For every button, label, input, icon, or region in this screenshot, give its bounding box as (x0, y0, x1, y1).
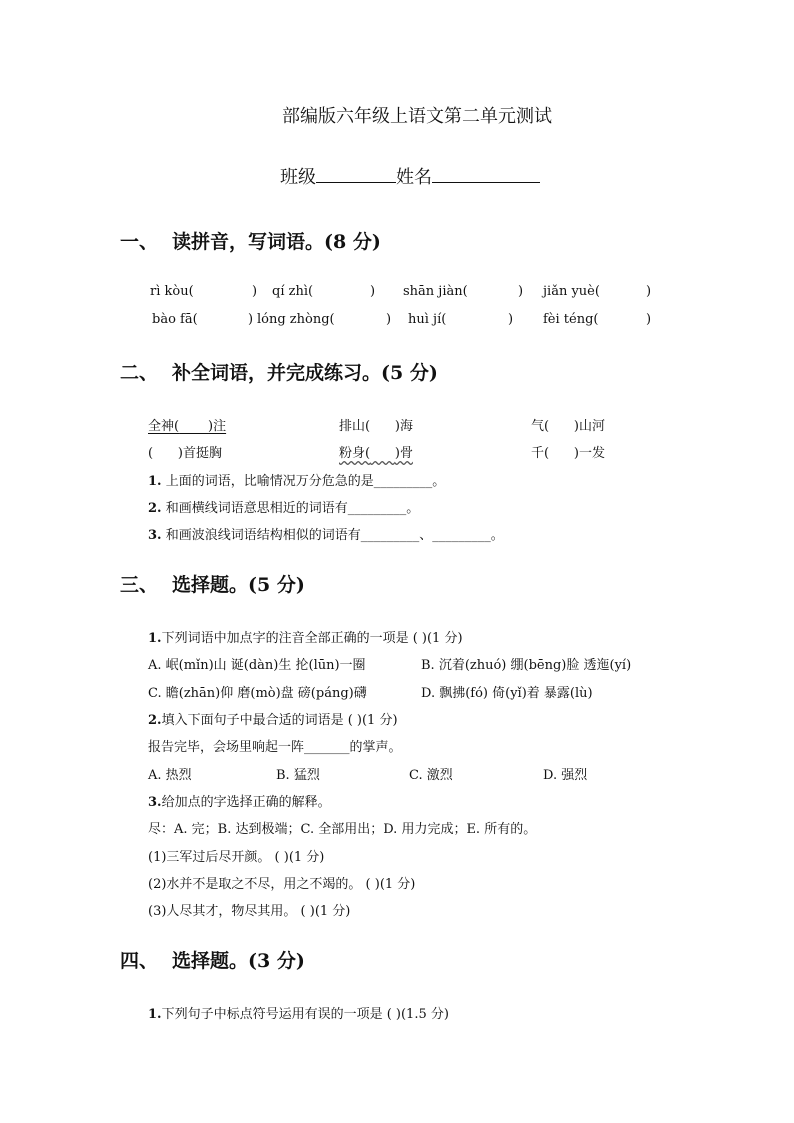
pinyin-close: ) (508, 312, 514, 327)
option: A. 岷(mǐn)山 诞(dàn)生 抡(lūn)一圈 (148, 658, 366, 673)
idiom-item: 排山( )海 (339, 419, 413, 434)
pinyin-item: huì jí( (408, 312, 447, 327)
name-blank (432, 164, 540, 183)
sub-question: (1)三军过后尽开颜。 ( )(1 分) (148, 850, 325, 865)
section2-heading (120, 358, 438, 385)
option: B. 猛烈 (276, 768, 320, 783)
section4-title: 选择题。(3 分) (172, 950, 305, 972)
idiom-item: ( )首挺胸 (148, 446, 222, 461)
class-name-line (280, 163, 540, 189)
section2-number: 二、 (120, 362, 159, 384)
idiom-item: 全神( )注 (148, 419, 227, 434)
option: D. 飘拂(fó) 倚(yǐ)着 暴露(lù) (421, 686, 593, 701)
page-title: 部编版六年级上语文第二单元测试 (282, 106, 552, 127)
section3-title: 选择题。(5 分) (172, 574, 305, 596)
idiom-item-wavy: 粉身( )骨 (339, 446, 413, 461)
pinyin-item: jiǎn yuè( (543, 284, 600, 299)
class-blank (316, 164, 396, 183)
pinyin-item: bào fā( (152, 312, 198, 327)
sentence: 报告完毕，会场里响起一阵_______的掌声。 (148, 740, 402, 755)
question: 1. 上面的词语，比喻情况万分危急的是_________。 (148, 474, 446, 489)
pinyin-close: ) (646, 312, 652, 327)
pinyin-item: shān jiàn( (403, 284, 468, 299)
pinyin-close: ) (248, 312, 254, 327)
option: B. 沉着(zhuó) 绷(bēng)脸 透迤(yí) (421, 658, 632, 673)
pinyin-close: ) (646, 284, 652, 299)
question: 1.下列词语中加点字的注音全部正确的一项是 ( )(1 分) (148, 631, 463, 646)
section2-title: 补全词语，并完成练习。(5 分) (172, 362, 438, 384)
pinyin-close: ) (252, 284, 258, 299)
question: 1.下列句子中标点符号运用有误的一项是 ( )(1.5 分) (148, 1007, 449, 1022)
idiom-item: 千( )一发 (531, 446, 605, 461)
section1-heading (120, 227, 381, 254)
pinyin-close: ) (370, 284, 376, 299)
pinyin-close: ) (386, 312, 392, 327)
question: 2.填入下面句子中最合适的词语是 ( )(1 分) (148, 713, 398, 728)
pinyin-item: rì kòu( (150, 284, 194, 299)
pinyin-item: lóng zhòng( (257, 312, 335, 327)
pinyin-close: ) (518, 284, 524, 299)
option: C. 激烈 (409, 768, 453, 783)
section3-number: 三、 (120, 574, 159, 596)
name-label: 姓名 (396, 167, 432, 188)
section3-heading (120, 570, 305, 597)
class-label: 班级 (280, 167, 316, 188)
option: D. 强烈 (543, 768, 588, 783)
option: A. 热烈 (148, 768, 192, 783)
section4-heading (120, 946, 305, 973)
sub-question: (3)人尽其才，物尽其用。 ( )(1 分) (148, 904, 351, 919)
question: 2. 和画横线词语意思相近的词语有_________。 (148, 501, 420, 516)
pinyin-item: qí zhì( (272, 284, 314, 299)
pinyin-item: fèi téng( (543, 312, 599, 327)
sub-question: (2)水并不是取之不尽，用之不竭的。 ( )(1 分) (148, 877, 416, 892)
question: 3. 和画波浪线词语结构相似的词语有_________、_________。 (148, 528, 504, 543)
section1-title: 读拼音，写词语。(8 分) (172, 231, 381, 253)
question: 3.给加点的字选择正确的解释。 (148, 795, 331, 810)
definition: 尽：A. 完；B. 达到极端；C. 全部用出；D. 用力完成；E. 所有的。 (148, 822, 537, 837)
section1-number: 一、 (120, 231, 159, 253)
idiom-item: 气( )山河 (531, 419, 605, 434)
option: C. 瞻(zhān)仰 磨(mò)盘 磅(páng)礴 (148, 686, 367, 701)
section4-number: 四、 (120, 950, 159, 972)
